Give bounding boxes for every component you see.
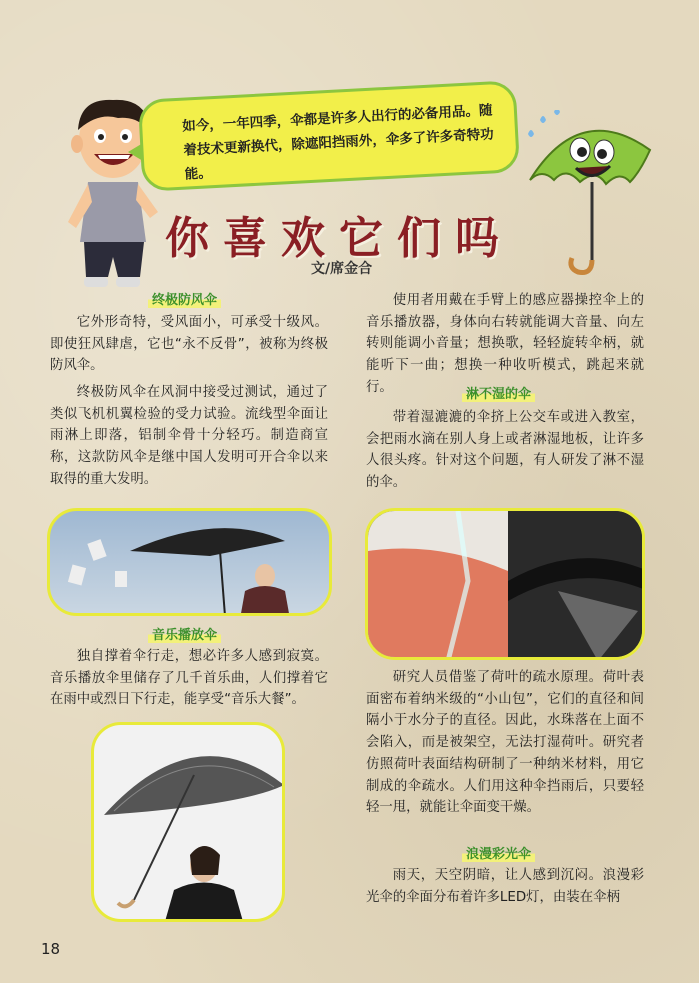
author-byline: 文/席金合 (311, 261, 373, 277)
heading-music: 音乐播放伞 (148, 624, 221, 643)
music-scene-illustration (94, 725, 285, 922)
heading-led: 浪漫彩光伞 (462, 843, 535, 862)
heading-dry: 淋不湿的伞 (462, 383, 535, 402)
dry-scene-illustration (368, 511, 645, 660)
led-paragraph-1: 雨天，天空阴暗，让人感到沉闷。浪漫彩光伞的伞面分布着许多LED灯，由装在伞柄 (366, 868, 644, 905)
windproof-paragraph-1: 它外形奇特，受风面小，可承受十级风。即使狂风肆虐，它也“永不反骨”，被称为终极防风伞。 (50, 315, 328, 374)
windproof-paragraph-2: 终极防风伞在风洞中接受过测试，通过了类似飞机机翼检验的受力试验。流线型伞面让雨淋上即落，铝制伞骨十分轻巧。制造商宣称，这款防风伞是继中国人发明可开合伞以来取得的重大发明。 (50, 385, 328, 487)
windproof-umbrella-photo (47, 508, 332, 616)
umbrella-character (520, 110, 660, 280)
music-umbrella-photo (91, 722, 285, 922)
page-number: 18 (41, 940, 61, 958)
page-title: 你喜欢它们吗 (165, 213, 513, 264)
dry-paragraph-2: 研究人员借鉴了荷叶的疏水原理。荷叶表面密布着纳米级的“小山包”，它们的直径和间隔小于水分子的直径。因此，水珠落在上面不会陷入，而是被架空，无法打湿荷叶。研究者仿照荷叶表面结构研制了一种纳米材料，用它制成的伞疏水。人们用这种伞挡雨后，只要轻轻一甩，就能让伞面变干燥。 (366, 670, 644, 816)
music-paragraph-1: 独自撑着伞行走，想必许多人感到寂寞。音乐播放伞里储存了几千首乐曲，人们撑着它在雨中或烈日下行走，能享受“音乐大餐”。 (50, 649, 328, 708)
dry-paragraph-1: 带着湿漉漉的伞挤上公交车或进入教室，会把雨水滴在别人身上或者淋湿地板，让许多人很头疼。针对这个问题，有人研发了淋不湿的伞。 (366, 410, 644, 491)
intro-text: 如今，一年四季，伞都是许多人出行的必备用品。随着技术更新换代，除遮阳挡雨外，伞多了许多奇特功能。 (181, 102, 495, 183)
heading-windproof: 终极防风伞 (148, 289, 221, 308)
music-paragraph-2: 使用者用戴在手臂上的感应器操控伞上的音乐播放器，身体向右转就能调大音量、向左转则能调小音量；想换歌，轻轻旋转伞柄，就能听下一曲；想换一种收听模式，跳起来就行。 (366, 293, 644, 395)
windproof-scene-illustration (50, 511, 332, 616)
dry-umbrella-photo (365, 508, 645, 660)
